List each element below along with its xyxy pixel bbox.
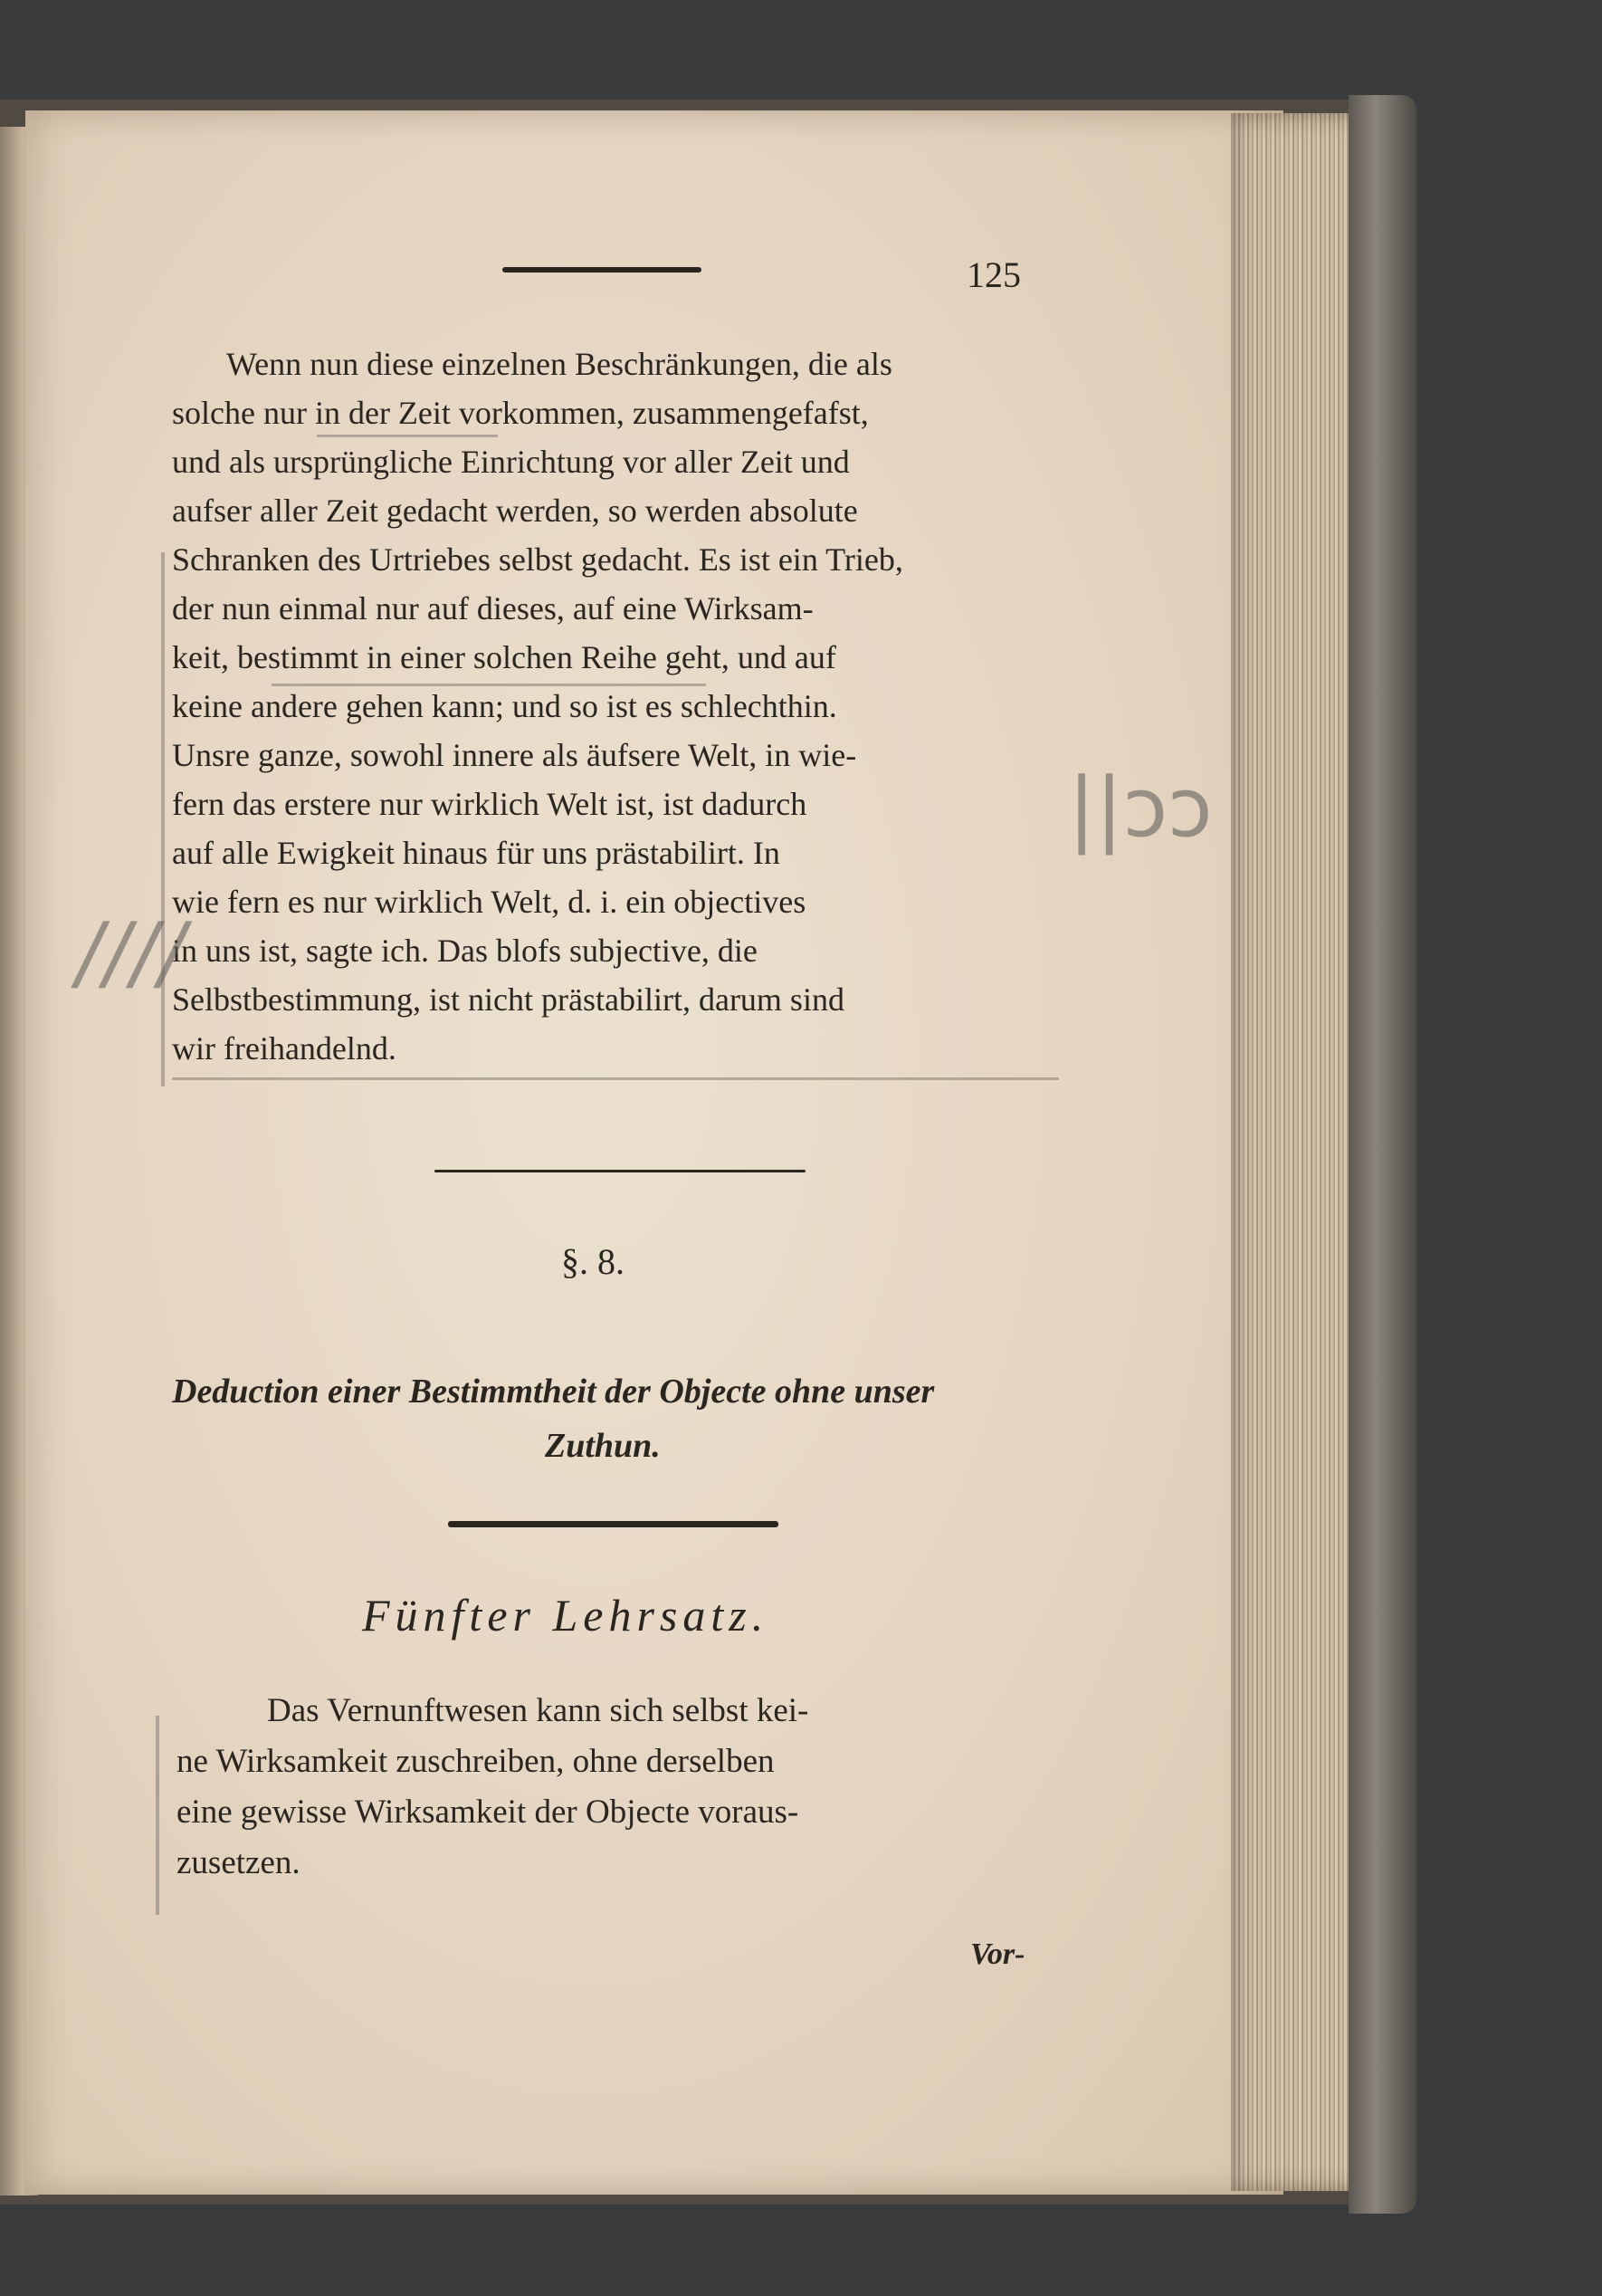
text-line: Unsre ganze, sowohl innere als äufsere Welt, in wie- [172, 737, 857, 773]
pencil-margin-marks-left: //// [68, 905, 195, 1000]
text-line: eine gewisse Wirksamkeit der Objecte voraus- [176, 1794, 799, 1831]
pencil-margin-bracket [161, 552, 165, 1086]
section-heading-line1: Deduction einer Bestimmtheit der Objecte ohne unser [172, 1373, 935, 1411]
text-line: in uns ist, sagte ich. Das blofs subjective, die [172, 933, 758, 969]
pencil-underline [272, 684, 706, 686]
text-line: aufser aller Zeit gedacht werden, so werden absolute [172, 493, 858, 529]
pencil-margin-marks-right: ||ↄↄ [1068, 761, 1213, 856]
pencil-underline [172, 1077, 1059, 1080]
text-line: wie fern es nur wirklich Welt, d. i. ein objectives [172, 884, 806, 920]
catchword: Vor- [970, 1937, 1025, 1971]
text-line: und als ursprüngliche Einrichtung vor aller Zeit und [172, 444, 850, 480]
text-line: keit, bestimmt in einer solchen Reihe geht, und auf [172, 639, 836, 675]
text-line: der nun einmal nur auf dieses, auf eine Wirksam- [172, 590, 814, 627]
text-line: keine andere gehen kann; und so ist es schlechthin. [172, 688, 837, 724]
text-line: Selbstbestimmung, ist nicht prästabilirt, darum sind [172, 981, 844, 1018]
heading-rule [448, 1521, 778, 1527]
header-rule [502, 267, 701, 273]
text-line: Wenn nun diese einzelnen Beschränkungen, die als [226, 346, 892, 382]
text-line: zusetzen. [176, 1844, 300, 1881]
text-line: auf alle Ewigkeit hinaus für uns prästabilirt. In [172, 835, 780, 871]
book-cover [1349, 95, 1416, 2214]
text-line: fern das erstere nur wirklich Welt ist, ist dadurch [172, 786, 807, 822]
pencil-underline [317, 435, 498, 437]
text-line: Schranken des Urtriebes selbst gedacht. Es ist ein Trieb, [172, 541, 903, 578]
section-heading-line2: Zuthun. [545, 1427, 661, 1465]
text-line: wir freihandelnd. [172, 1030, 396, 1067]
text-line: solche nur in der Zeit vorkommen, zusammengefafst, [172, 395, 869, 431]
pencil-margin-bracket [156, 1716, 159, 1915]
text-line: ne Wirksamkeit zuschreiben, ohne derselben [176, 1743, 775, 1780]
text-line: Das Vernunftwesen kann sich selbst kei- [267, 1692, 809, 1729]
section-number: §. 8. [561, 1241, 625, 1282]
page-number: 125 [967, 254, 1021, 295]
theorem-title: Fünfter Lehrsatz. [362, 1590, 769, 1641]
section-separator-rule [434, 1170, 806, 1172]
